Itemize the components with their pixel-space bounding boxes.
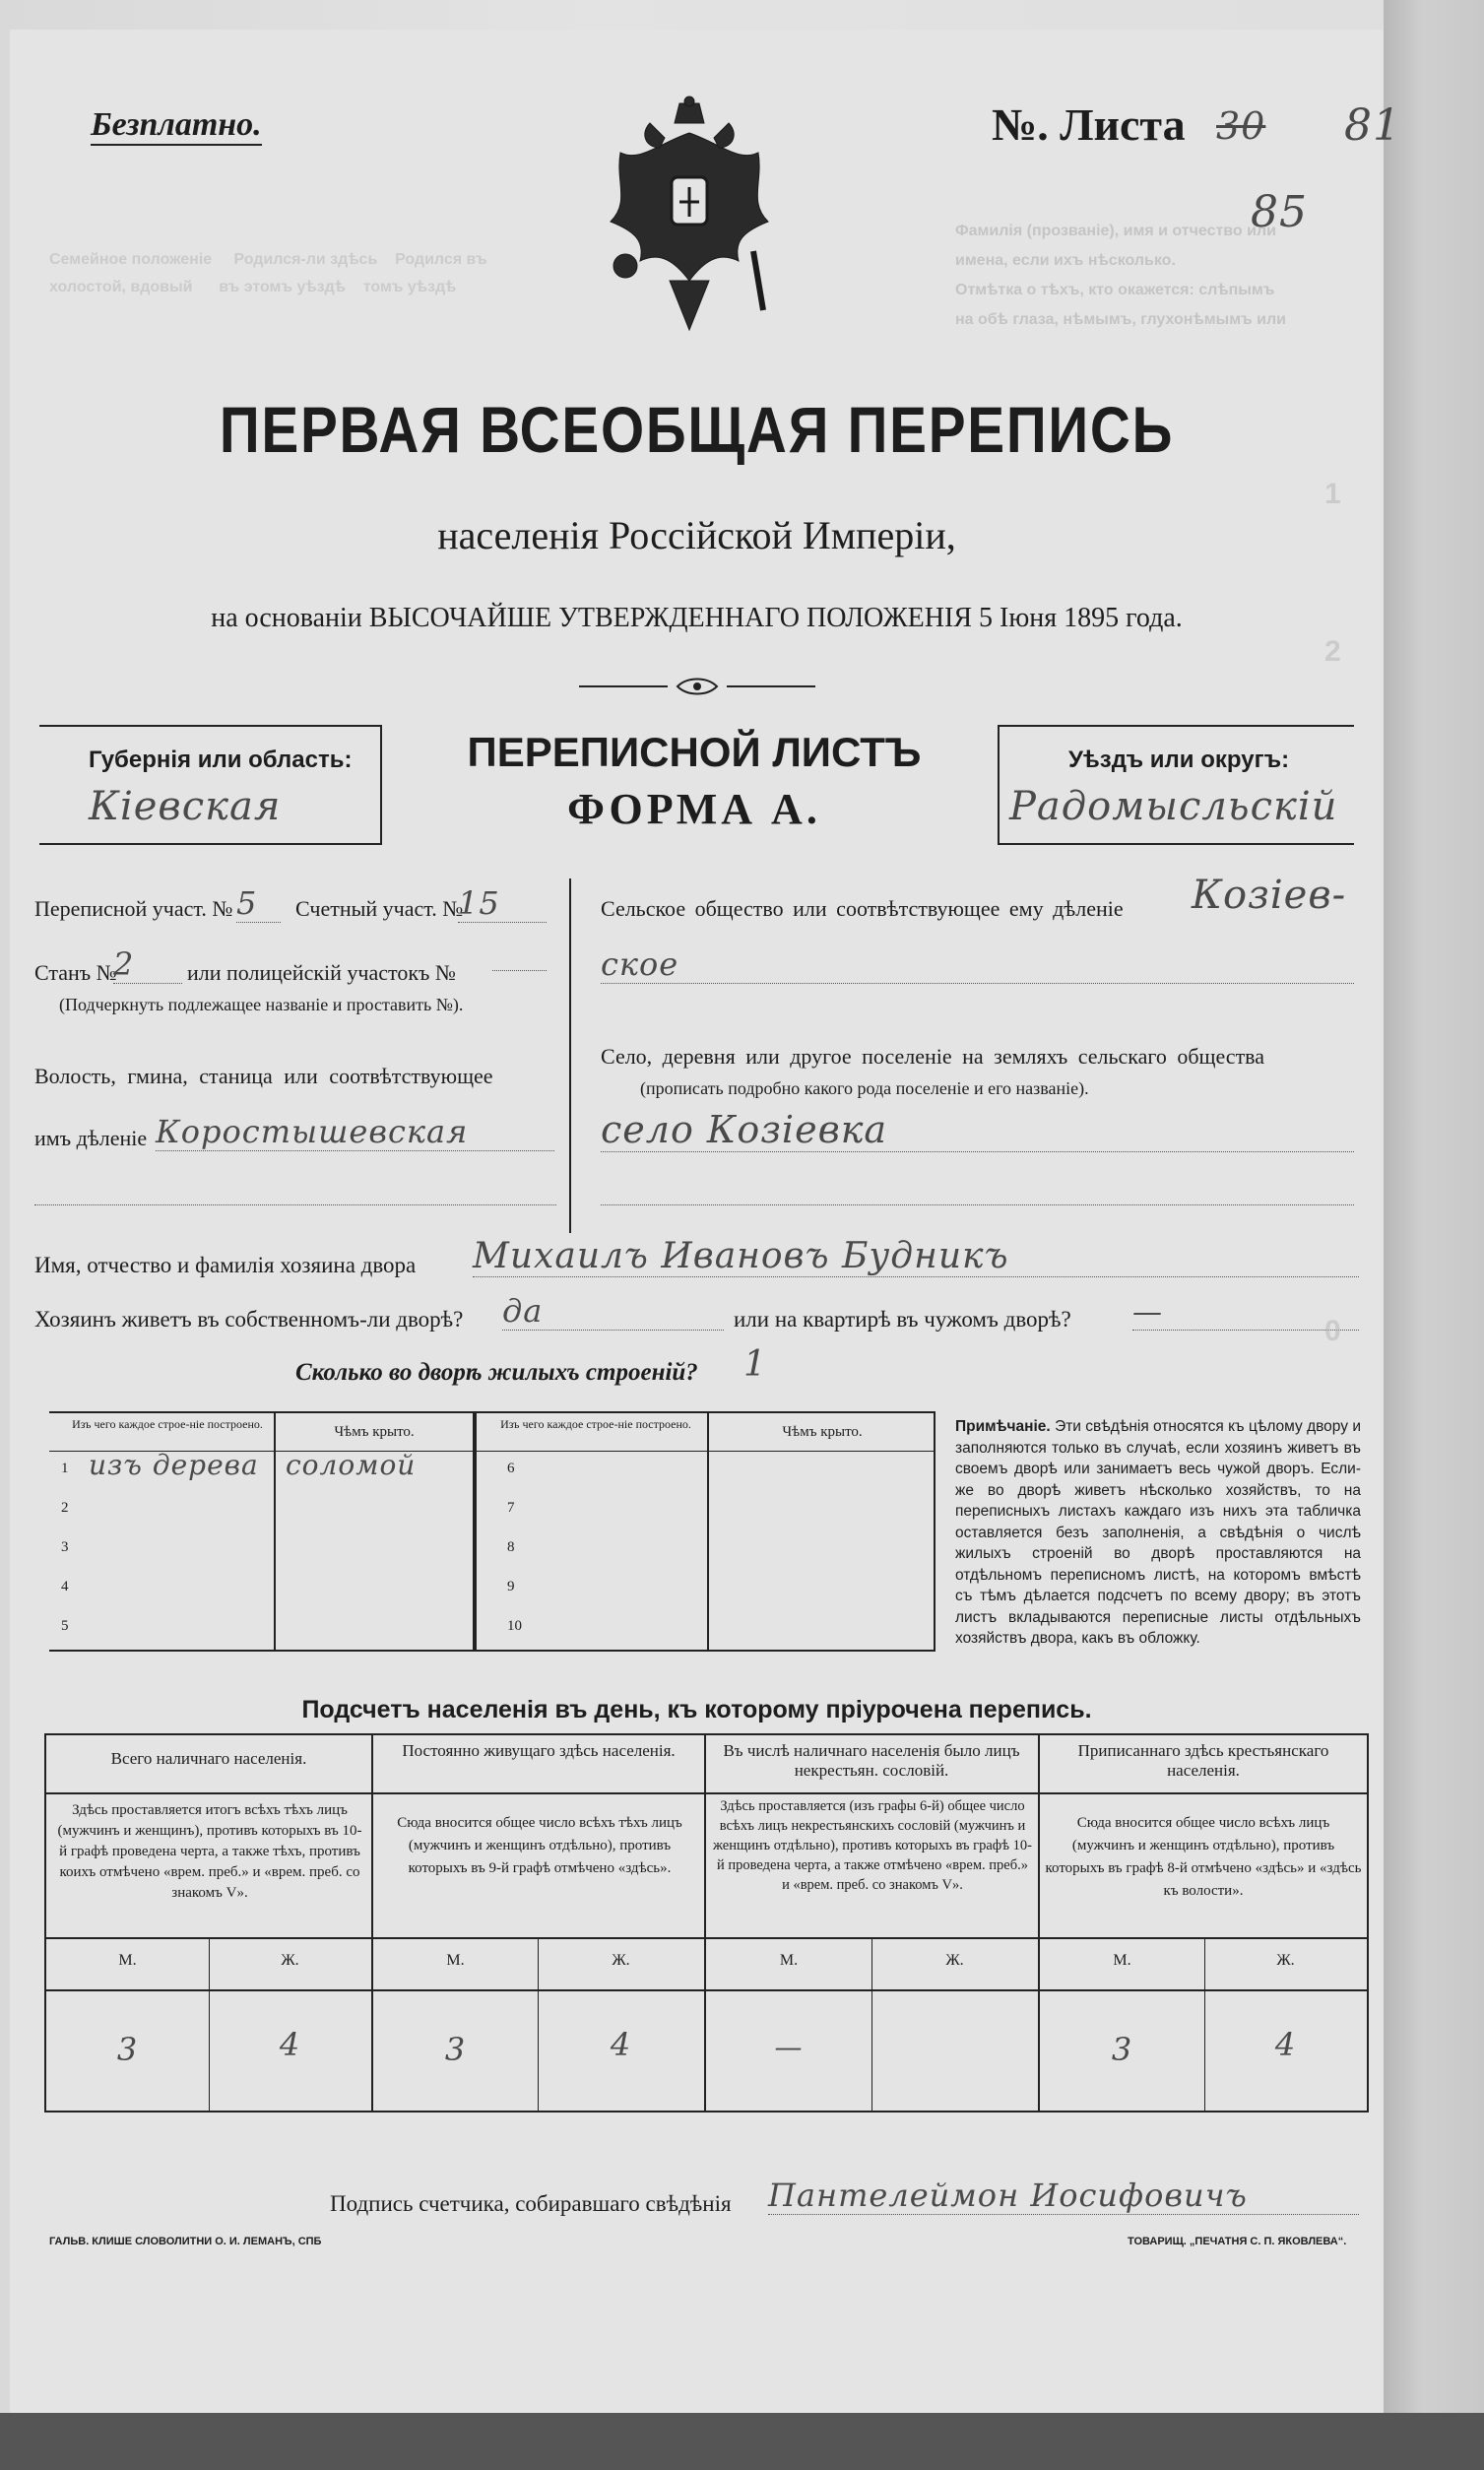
table-divider bbox=[46, 1989, 1367, 1991]
table-divider bbox=[46, 1937, 1367, 1939]
population-col-title: Постоянно живущаго здѣсь населенія. bbox=[402, 1741, 676, 1760]
society-label: Сельское общество или соотвѣтствующее ему дѣленіе bbox=[601, 896, 1124, 921]
sheet-number-label: №. Листа bbox=[992, 99, 1186, 150]
volost-extra-line bbox=[34, 1204, 556, 1205]
row-number: 5 bbox=[61, 1618, 69, 1634]
row-number: 10 bbox=[507, 1618, 522, 1634]
column-divider bbox=[569, 878, 571, 1233]
table-divider bbox=[274, 1413, 276, 1650]
row-number: 3 bbox=[61, 1539, 69, 1555]
buildings-col-roof-header: Чѣмъ крыто. bbox=[334, 1424, 415, 1440]
buildings-label: Сколько во дворѣ жилыхъ строеній? bbox=[295, 1359, 698, 1386]
female-label: Ж. bbox=[281, 1952, 299, 1969]
male-label: М. bbox=[1113, 1952, 1131, 1969]
buildings-note bbox=[955, 1416, 1361, 1650]
own-yard-label: Хозяинъ живетъ въ собственномъ-ли дворѣ? bbox=[34, 1307, 464, 1332]
buildings-col-material-header-2: Изъ чего каждое строе-ніе построено. bbox=[500, 1417, 691, 1431]
male-label: М. bbox=[779, 1952, 799, 1969]
row-number: 9 bbox=[507, 1579, 515, 1594]
stan-label: Станъ № bbox=[34, 960, 117, 985]
row-number: 6 bbox=[507, 1461, 515, 1476]
bleed-through-text-left: Семейное положеніе Родился-ли здѣсь Родился въ холостой, вдовый въ этомъ уѣздѣ томъ уѣздѣ bbox=[49, 251, 487, 295]
rent-label: или на квартирѣ въ чужомъ дворѣ? bbox=[734, 1307, 1071, 1332]
buildings-col-material-header: Изъ чего каждое строе-ніе построено. bbox=[72, 1417, 263, 1431]
free-label: Безплатно. bbox=[91, 106, 262, 146]
double-headed-eagle-emblem bbox=[581, 94, 798, 350]
village-label: Село, деревня или другое поселеніе на земляхъ сельскаго общества bbox=[601, 1044, 1265, 1069]
population-col-desc: Сюда вносится общее число всѣхъ лицъ (мужчинъ и женщинъ отдѣльно), противъ которыхъ въ графѣ 8-й отмѣчено «здѣсь» и «здѣсь къ волости». bbox=[1045, 1815, 1362, 1899]
male-count: 3 bbox=[116, 2031, 139, 2068]
owner-name-value: Михаилъ Ивановъ Будникъ bbox=[473, 1236, 1359, 1277]
sheet-number-handwritten-2: 85 bbox=[1251, 187, 1308, 237]
male-count: 3 bbox=[444, 2031, 467, 2068]
population-col-title: Въ числѣ наличнаго населенія было лицъ некрестьян. сословій. bbox=[723, 1741, 1020, 1780]
bleed-number: 2 bbox=[1324, 635, 1341, 668]
signature-label: Подпись счетчика, собиравшаго свѣдѣнія bbox=[330, 2191, 732, 2216]
page-subtitle: населенія Россійской Имперіи, bbox=[437, 513, 956, 557]
population-table bbox=[44, 1733, 1369, 2112]
female-count: 4 bbox=[1274, 2026, 1297, 2063]
police-value-line bbox=[492, 970, 547, 971]
female-label: Ж. bbox=[612, 1952, 630, 1969]
society-value-2: ское bbox=[601, 945, 1354, 984]
census-section-label: Переписной участ. № bbox=[34, 896, 233, 921]
table-divider bbox=[473, 1413, 477, 1650]
row-number: 7 bbox=[507, 1500, 515, 1516]
ornament-divider bbox=[579, 675, 815, 698]
population-col-desc: Сюда вносится общее число всѣхъ тѣхъ лицъ (мужчинъ и женщинъ отдѣльно), противъ которыхъ въ 9-й графѣ отмѣчено «здѣсь». bbox=[397, 1815, 682, 1876]
population-col-desc: Здѣсь проставляется (изъ графы 6-й) общее число всѣхъ лицъ некрестьянскихъ сословій (мужчинъ и женщинъ отдѣльно), противъ которыхъ въ графѣ 10-й проведена черта, а также отмѣчено «врем. преб.» и «врем. преб. со знакомъ V». bbox=[712, 1798, 1033, 1893]
legal-basis: на основаніи ВЫСОЧАЙШЕ УТВЕРЖДЕННАГО ПОЛОЖЕНІЯ 5 Іюня 1895 года. bbox=[211, 603, 1183, 633]
count-section-value: 15 bbox=[458, 884, 547, 923]
underline-note: (Подчеркнуть подлежащее названіе и проставить №). bbox=[59, 995, 464, 1014]
female-label: Ж. bbox=[1276, 1952, 1295, 1969]
uezd-value: Радомысльскій bbox=[1009, 784, 1338, 829]
police-label: или полицейскій участокъ № bbox=[187, 960, 456, 985]
village-note: (прописать подробно какого рода поселеніе и его названіе). bbox=[640, 1078, 1089, 1098]
male-label: М. bbox=[446, 1952, 465, 1969]
census-section-value: 5 bbox=[236, 884, 281, 923]
sheet-number-crossed: 30 bbox=[1216, 104, 1266, 148]
male-count: — bbox=[774, 2031, 804, 2063]
bleed-through-text: Фамилія (прозваніе), имя и отчество или имена, если ихъ нѣсколько. Отмѣтка о тѣхъ, кто окажется: слѣпымъ на обѣ глаза, нѣмымъ, глухонѣмымъ или bbox=[955, 223, 1286, 328]
uezd-label: Уѣздъ или округъ: bbox=[1068, 747, 1290, 773]
population-col-title: Приписаннаго здѣсь крестьянскаго населенія. bbox=[1077, 1741, 1329, 1780]
row-material: изъ дерева bbox=[89, 1449, 259, 1481]
village-value: село Козіевка bbox=[601, 1108, 1354, 1152]
row-number: 1 bbox=[61, 1461, 69, 1476]
buildings-value: 1 bbox=[743, 1344, 767, 1385]
population-col-title: Всего наличнаго населенія. bbox=[110, 1749, 307, 1768]
census-sheet bbox=[10, 30, 1401, 2413]
female-count: 4 bbox=[279, 2026, 301, 2063]
male-label: М. bbox=[118, 1952, 137, 1969]
count-section-label: Счетный участ. № bbox=[295, 896, 464, 921]
row-number: 8 bbox=[507, 1539, 515, 1555]
buildings-table bbox=[49, 1411, 936, 1652]
rent-value: — bbox=[1132, 1295, 1359, 1331]
volost-value: Коростышевская bbox=[156, 1113, 554, 1151]
guberniya-value: Кіевская bbox=[89, 784, 282, 829]
uezd-box bbox=[998, 725, 1354, 845]
female-count: 4 bbox=[610, 2026, 632, 2063]
row-number: 2 bbox=[61, 1500, 69, 1516]
male-count: 3 bbox=[1111, 2031, 1133, 2068]
population-heading: Подсчетъ населенія въ день, къ которому пріурочена перепись. bbox=[301, 1696, 1092, 1723]
sheet-number-handwritten: 81 bbox=[1344, 100, 1401, 151]
female-label: Ж. bbox=[945, 1952, 964, 1969]
bleed-number: 1 bbox=[1324, 478, 1341, 510]
guberniya-box bbox=[39, 725, 382, 845]
census-sheet-label: ПЕРЕПИСНОЙ ЛИСТЪ bbox=[467, 729, 922, 775]
form-label: ФОРМА А. bbox=[567, 785, 821, 833]
volost-label: Волость, гмина, станица или соотвѣтствующее bbox=[34, 1064, 493, 1088]
footer-right: ТОВАРИЩ. „ПЕЧАТНЯ С. П. ЯКОВЛЕВА“. bbox=[1128, 2236, 1347, 2247]
scan-bottom-edge bbox=[0, 2413, 1484, 2470]
note-title: Примѣчаніе. bbox=[955, 1418, 1051, 1435]
table-divider bbox=[46, 1792, 1367, 1794]
volost-label-2: имъ дѣленіе bbox=[34, 1126, 148, 1150]
own-yard-value: да bbox=[502, 1292, 724, 1331]
signature-value: Пантелеймон Иосифовичъ bbox=[768, 2177, 1359, 2215]
footer-left: ГАЛЬВ. КЛИШЕ СЛОВОЛИТНИ О. И. ЛЕМАНЪ, СПБ bbox=[49, 2236, 322, 2247]
buildings-col-roof-header-2: Чѣмъ крыто. bbox=[782, 1424, 863, 1440]
stan-value: 2 bbox=[113, 945, 182, 984]
row-roof: соломой bbox=[286, 1449, 417, 1481]
note-text: Эти свѣдѣнія относятся къ цѣлому двору и заполняются только въ случаѣ, если хозяинъ живетъ въ своемъ дворѣ или занимаетъ весь чужой дворъ. Если-же во дворѣ живетъ нѣсколько хозяйствъ, то на переписныхъ листахъ каждаго изъ нихъ эта табличка оставляется безъ заполненія, а свѣдѣнія о числѣ жилыхъ строеній во дворѣ проставляются на отдѣльномъ переписномъ листѣ, на которомъ вмѣстѣ съ тѣмъ дѣлается подсчетъ по всему двору; въ этотъ листъ вкладываются переписные листы отдѣльныхъ хозяйствъ двора, какъ въ обложку. bbox=[955, 1418, 1361, 1647]
guberniya-label: Губернія или область: bbox=[89, 747, 353, 773]
bleed-number: 0 bbox=[1324, 1315, 1341, 1347]
adjacent-page-edge bbox=[1384, 0, 1484, 2470]
population-col-desc: Здѣсь проставляется итогъ всѣхъ тѣхъ лицъ (мужчинъ и женщинъ), противъ которыхъ въ 10-й графѣ проведена черта, а также тѣхъ, противъ коихъ отмѣчено «врем. преб.» и «врем. преб. со знакомъ V». bbox=[57, 1802, 362, 1901]
page-title: ПЕРВАЯ ВСЕОБЩАЯ ПЕРЕПИСЬ bbox=[219, 393, 1175, 466]
table-divider bbox=[934, 1413, 936, 1650]
society-value: Козіев- bbox=[1192, 873, 1347, 918]
village-extra-line bbox=[601, 1204, 1354, 1205]
row-number: 4 bbox=[61, 1579, 69, 1594]
table-divider bbox=[707, 1413, 709, 1650]
owner-name-label: Имя, отчество и фамилія хозяина двора bbox=[34, 1253, 417, 1277]
